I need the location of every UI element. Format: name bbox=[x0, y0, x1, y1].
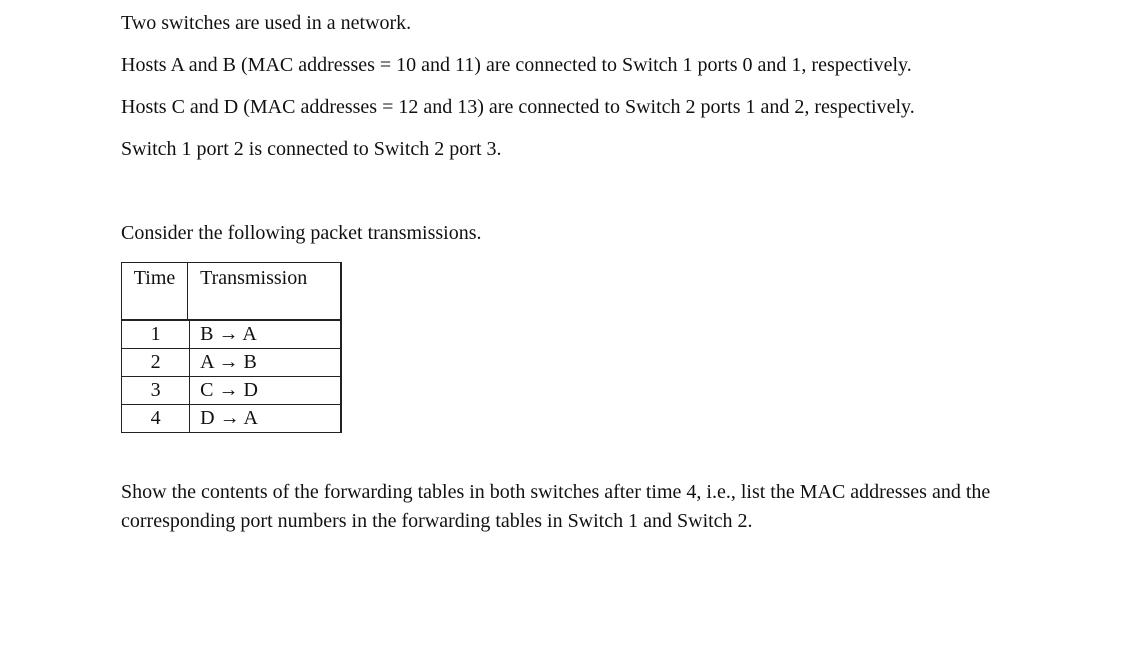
time-cell: 1 bbox=[122, 320, 190, 349]
question-paragraph: Show the contents of the forwarding tables in both switches after time 4, i.e., list the MAC addresses and the corresponding port numbers in the forwarding tables in Switch 1 and Switch 2. bbox=[121, 481, 991, 532]
intro-paragraph-4: Switch 1 port 2 is connected to Switch 2 port 3. bbox=[121, 138, 502, 160]
intro-paragraph-2: Hosts A and B (MAC addresses = 10 and 11) are connected to Switch 1 ports 0 and 1, respectively. bbox=[121, 54, 912, 76]
transmission-cell: B → A bbox=[190, 320, 341, 349]
transmission-cell: D → A bbox=[190, 405, 341, 433]
transmission-table-header bbox=[121, 262, 342, 320]
time-cell: 2 bbox=[122, 349, 190, 377]
time-cell: 3 bbox=[122, 377, 190, 405]
table-row bbox=[122, 349, 342, 377]
transmission-cell: C → D bbox=[190, 377, 341, 405]
intro-paragraph-1: Two switches are used in a network. bbox=[121, 12, 412, 34]
table-row bbox=[122, 405, 342, 433]
transmission-cell: A → B bbox=[190, 349, 341, 377]
transmission-table bbox=[121, 319, 342, 433]
table-row bbox=[122, 377, 342, 405]
time-cell: 4 bbox=[122, 405, 190, 433]
intro-paragraph-3: Hosts C and D (MAC addresses = 12 and 13) are connected to Switch 2 ports 1 and 2, respectively. bbox=[121, 96, 915, 118]
header-time: Time bbox=[122, 263, 188, 320]
table-row bbox=[122, 320, 342, 349]
table-intro: Consider the following packet transmissions. bbox=[121, 222, 482, 244]
header-row bbox=[122, 263, 342, 320]
header-transmission: Transmission bbox=[188, 263, 341, 320]
